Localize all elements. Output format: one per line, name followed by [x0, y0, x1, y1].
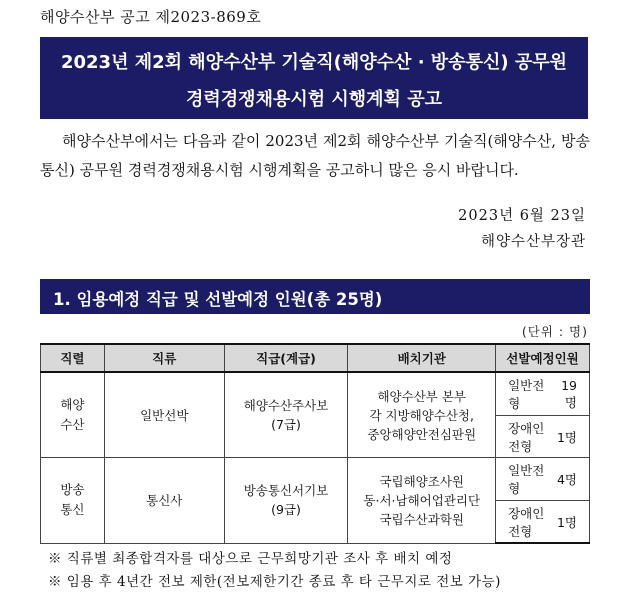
- row-2-agency: 국립해양조사원 동·서·남해어업관리단 국립수산과학원: [348, 458, 496, 544]
- row-1-agency: 해양수산부 본부 각 지방해양수산청, 중앙해양안전심판원: [348, 372, 496, 458]
- note-1: ※ 직류별 최종합격자를 대상으로 근무희망기관 조사 후 배치 예정: [48, 551, 453, 567]
- row-1-series: 해양 수산: [41, 372, 105, 458]
- row-2-series: 방송 통신: [41, 458, 105, 544]
- header-grade: 직급(계급): [224, 344, 348, 372]
- row-2-quota-2-count: 1명: [553, 501, 589, 544]
- row-2-quota-1-count: 4명: [553, 458, 589, 501]
- row-2-quota-1-type: 일반전형: [496, 458, 554, 501]
- row-1-quota-2-type: 장애인전형: [496, 416, 554, 458]
- title-line-1: 2023년 제2회 해양수산부 기술직(해양수산 · 방송통신) 공무원: [60, 52, 568, 73]
- note-2: ※ 임용 후 4년간 전보 제한(전보제한기간 종료 후 타 근무지로 전보 가능): [48, 574, 501, 590]
- section-1-title: 1. 임용예정 직급 및 선발예정 인원(총 25명): [53, 290, 383, 309]
- row-1-grade: 해양수산주사보 (7급): [224, 372, 348, 458]
- table-row: [41, 458, 590, 501]
- row-2-grade: 방송통신서기보 (9급): [224, 458, 348, 544]
- recruitment-table: [40, 343, 590, 544]
- header-planned: 선발예정인원: [496, 344, 590, 372]
- row-1-quota-1-type: 일반전형: [496, 372, 554, 416]
- title-banner: [40, 37, 588, 119]
- title-line-2: 경력경쟁채용시험 시행계획 공고: [186, 89, 442, 110]
- unit-label: (단위 : 명): [521, 324, 588, 339]
- table-row: [41, 372, 590, 416]
- signer: 해양수산부장관: [480, 234, 586, 250]
- header-series: 직렬: [41, 344, 105, 372]
- section-1-header: [40, 279, 590, 314]
- announcement-date: 2023년 6월 23일: [458, 208, 586, 224]
- header-class: 직류: [104, 344, 224, 372]
- notice-number: 해양수산부 공고 제2023-869호: [40, 8, 262, 26]
- header-agency: 배치기관: [348, 344, 496, 372]
- intro-text: 해양수산부에서는 다음과 같이 2023년 제2회 해양수산부 기술직(해양수산, 방송통신) 공무원 경력경쟁채용시험 시행계획을 공고하니 많은 응시 바랍니다.: [40, 132, 590, 179]
- row-2-class: 통신사: [104, 458, 224, 544]
- row-2-quota-2-type: 장애인전형: [496, 501, 554, 544]
- row-1-class: 일반선박: [104, 372, 224, 458]
- row-1-quota-1-count: 19명: [553, 372, 589, 416]
- intro-paragraph: [40, 127, 590, 185]
- row-1-quota-2-count: 1명: [553, 416, 589, 458]
- table-header-row: [41, 344, 590, 372]
